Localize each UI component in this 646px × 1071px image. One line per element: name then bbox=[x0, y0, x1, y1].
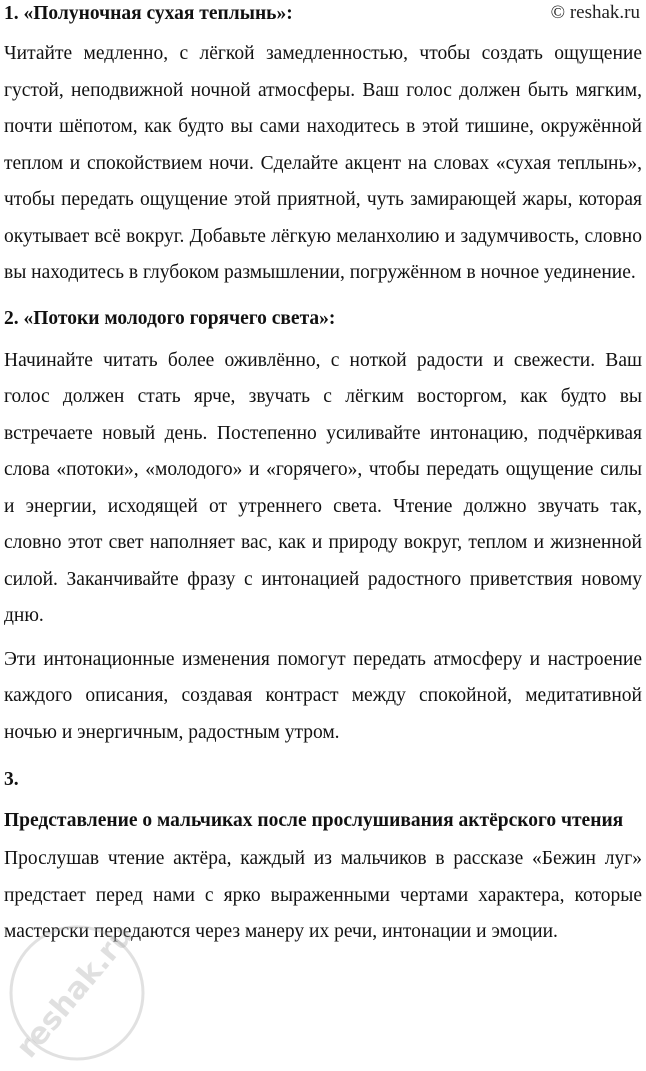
summary-paragraph: Эти интонационные изменения помогут передать атмосферу и настроение каждого описания, создавая контраст между спокойной, медитативной ночью и энергичным, радостным утром. bbox=[4, 648, 642, 743]
site-mark: © reshak.ru bbox=[550, 2, 640, 23]
document-page bbox=[4, 0, 642, 951]
section3-number: 3. bbox=[4, 769, 19, 790]
header-row bbox=[4, 0, 642, 28]
section3-paragraph: Прослушав чтение актёра, каждый из мальчиков в рассказе «Бежин луг» предстает перед нами с ярко выраженными чертами характера, которые мастерски передаются через манеру их речи, интонации и эмоции. bbox=[4, 848, 642, 942]
section1-heading: 1. «Полуночная сухая теплынь»: bbox=[4, 3, 293, 24]
section1-paragraph: Читайте медленно, с лёгкой замедленностью, чтобы создать ощущение густой, неподвижной ночной атмосферы. Ваш голос должен быть мягким, почти шёпотом, как будто вы сами находитесь в этой тишине, окружённой теплом и спокойствием ночи. Сделайте акцент на словах «сухая теплынь», чтобы передать ощущение этой приятной, чуть замирающей жары, которая окутывает всё вокруг. Добавьте лёгкую меланхолию и задумчивость, словно вы находитесь в глубоком размышлении, погружённом в ночное уединение. bbox=[4, 43, 642, 283]
watermark-text: reshak.ru bbox=[9, 918, 141, 1065]
section2-heading: 2. «Потоки молодого горячего света»: bbox=[4, 307, 336, 329]
section2-paragraph: Начинайте читать более оживлённо, с ноткой радости и свежести. Ваш голос должен стать ярче, звучать с лёгким восторгом, как будто вы встречаете новый день. Постепенно усиливайте интонацию, подчёркивая слова «потоки», «молодого» и «горячего», чтобы передать ощущение силы и энергии, исходящей от утреннего света. Чтение должно звучать так, словно этот свет наполняет вас, как и природу вокруг, теплом и жизненной силой. Заканчивайте фразу с интонацией радостного приветствия новому дню. bbox=[4, 349, 642, 626]
section3-heading: Представление о мальчиках после прослушивания актёрского чтения bbox=[4, 810, 624, 831]
